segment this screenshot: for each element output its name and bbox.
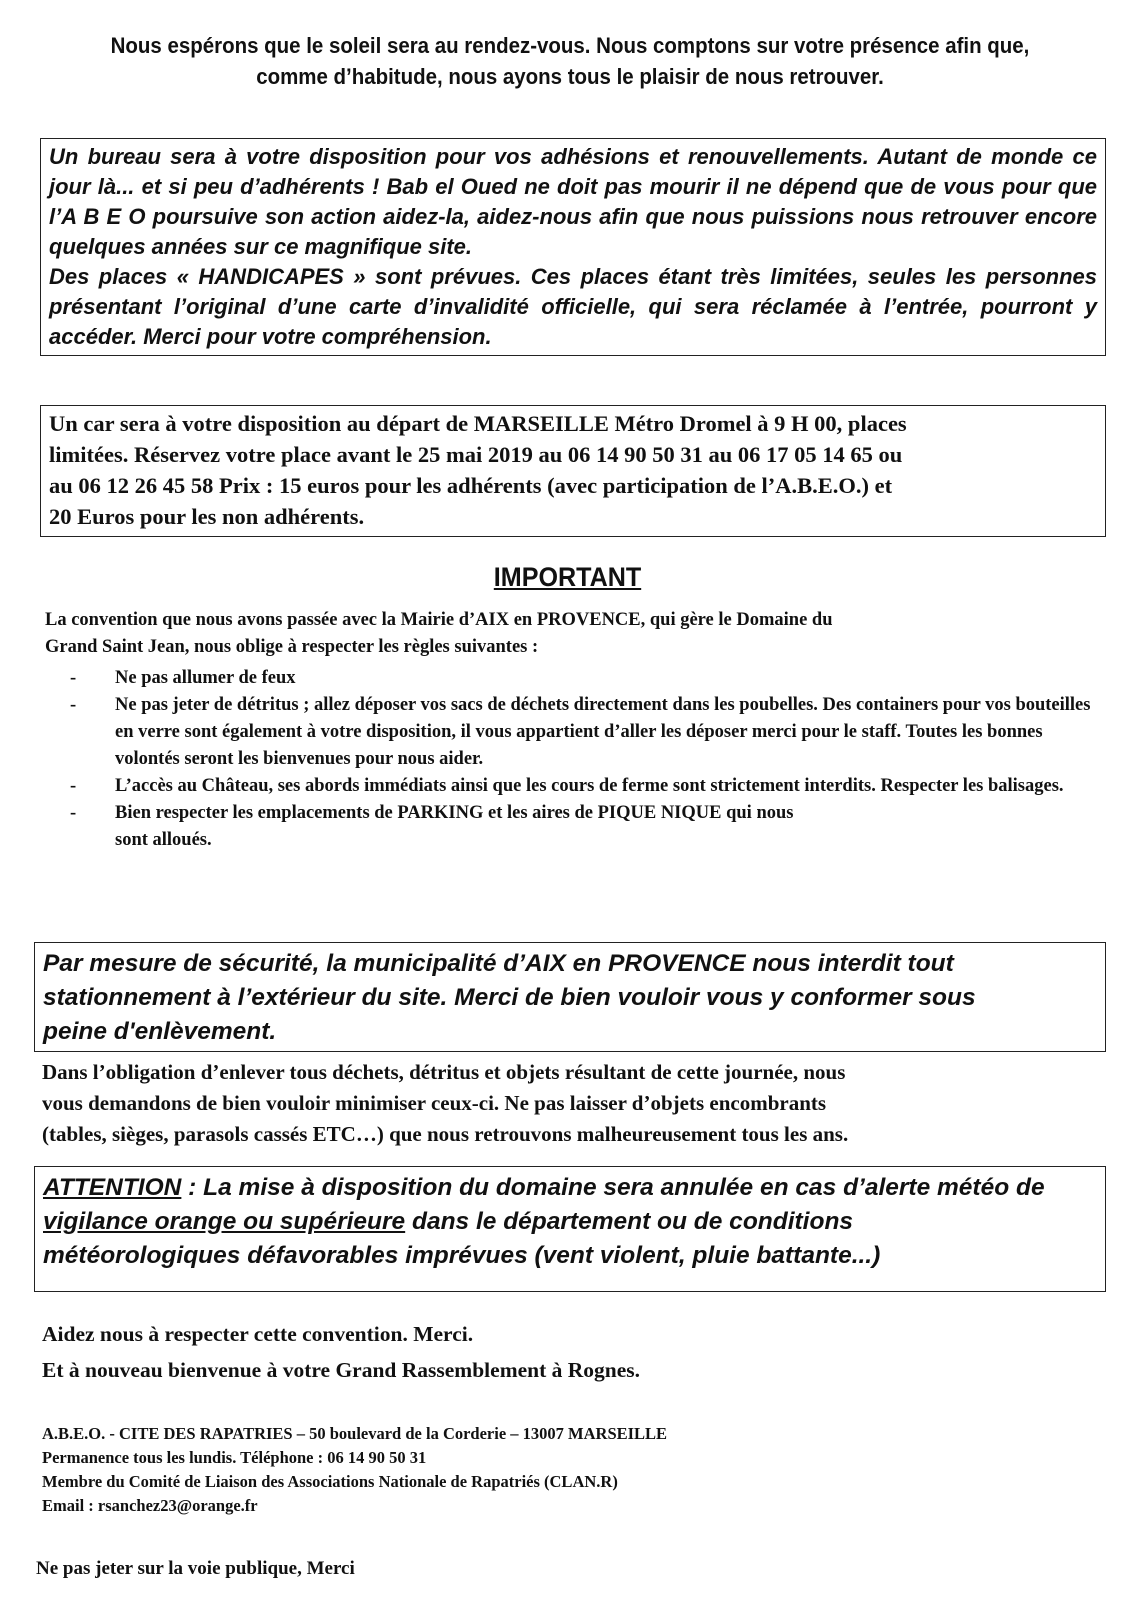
rule-text: Ne pas allumer de feux <box>115 668 296 688</box>
convention-intro-line: La convention que nous avons passée avec la Mairie d’AIX en PROVENCE, qui gère le Domaine du <box>45 610 833 630</box>
contact-permanence: Permanence tous les lundis. Téléphone : 06 14 90 50 31 <box>42 1448 427 1467</box>
attention-text: : La mise à disposition du domaine sera annulée en cas d’alerte météo de <box>181 1174 1045 1201</box>
closing-line: Et à nouveau bienvenue à votre Grand Rassemblement à Rognes. <box>42 1358 641 1382</box>
important-heading: IMPORTANT <box>493 562 642 592</box>
handicap-paragraph: Des places « HANDICAPES » sont prévues. Ces places étant très limitées, seules les personnes présentant l’original d’une carte d’invalidité officielle, qui sera réclamée à l’entrée, pourront y accéder. Merci pour votre compréhension. <box>49 264 1097 349</box>
attention-line: météorologiques défavorables imprévues (vent violent, pluie battante...) <box>43 1242 881 1269</box>
intro-line: comme d’habitude, nous ayons tous le plaisir de nous retrouver. <box>256 64 884 89</box>
vigilance-underlined: vigilance orange ou supérieure <box>43 1208 406 1235</box>
bus-line: au 06 12 26 45 58 Prix : 15 euros pour les adhérents (avec participation de l’A.B.E.O.) et <box>49 473 893 498</box>
disposal-line: vous demandons de bien vouloir minimiser ceux-ci. Ne pas laisser d’objets encombrants <box>42 1091 827 1115</box>
footer-note: Ne pas jeter sur la voie publique, Merci <box>36 1558 355 1579</box>
contact-email: Email : rsanchez23@orange.fr <box>42 1496 258 1515</box>
bus-line: limitées. Réservez votre place avant le 25 mai 2019 au 06 14 90 50 31 au 06 17 05 14 65 ou <box>49 442 903 467</box>
rule-text: Bien respecter les emplacements de PARKING et les aires de PIQUE NIQUE qui nous sont alloués. <box>115 803 794 850</box>
intro-line: Nous espérons que le soleil sera au rendez-vous. Nous comptons sur votre présence afin que, <box>110 33 1030 58</box>
dash-bullet: - <box>70 776 77 796</box>
rule-text: Ne pas jeter de détritus ; allez déposer vos sacs de déchets directement dans les poubelles. Des containers pour vos bouteilles en verre sont également à votre disposition, il vous appartient d’aller les déposer merci pour le staff. Toutes les bonnes volontés seront les bienvenues pour nous aider. <box>115 695 1091 769</box>
rule-item <box>45 800 1105 854</box>
security-notice-box <box>34 942 1106 1052</box>
disposal-line: (tables, sièges, parasols cassés ETC…) que nous retrouvons malheureusement tous les ans. <box>42 1122 849 1146</box>
rule-item <box>45 773 1105 800</box>
contact-block <box>42 1422 1102 1518</box>
disposal-line: Dans l’obligation d’enlever tous déchets, détritus et objets résultant de cette journée, nous <box>42 1060 846 1084</box>
closing-line: Aidez nous à respecter cette convention. Merci. <box>42 1322 474 1346</box>
attention-line <box>43 1171 1097 1205</box>
bus-notice-box <box>40 405 1106 537</box>
bus-line: 20 Euros pour les non adhérents. <box>49 504 365 529</box>
membership-paragraph: Un bureau sera à votre disposition pour vos adhésions et renouvellements. Autant de monde ce jour là... et si peu d’adhérents ! Bab el Oued ne doit pas mourir il ne dépend que de vous pour que l’A B E O poursuive son action aidez-la, aidez-nous afin que nous puissions nous retrouver encore quelques années sur ce magnifique site. <box>49 144 1097 259</box>
contact-member: Membre du Comité de Liaison des Associations Nationale de Rapatriés (CLAN.R) <box>42 1472 618 1491</box>
attention-notice-box <box>34 1166 1106 1292</box>
convention-intro <box>45 607 1105 661</box>
disposal-paragraph <box>42 1057 1106 1150</box>
rule-item <box>45 692 1105 773</box>
dash-bullet: - <box>70 695 77 715</box>
rules-list <box>45 665 1105 854</box>
security-line: peine d'enlèvement. <box>43 1018 277 1045</box>
attention-label: ATTENTION <box>43 1174 182 1201</box>
dash-bullet: - <box>70 668 77 688</box>
rule-text: L’accès au Château, ses abords immédiats ainsi que les cours de ferme sont strictement interdits. Respecter les balisages. <box>115 776 1064 796</box>
rule-item <box>45 665 1105 692</box>
security-line: Par mesure de sécurité, la municipalité d’AIX en PROVENCE nous interdit tout <box>43 950 954 977</box>
intro-paragraph <box>77 30 1063 92</box>
contact-address: A.B.E.O. - CITE DES RAPATRIES – 50 boulevard de la Corderie – 13007 MARSEILLE <box>42 1424 668 1443</box>
membership-notice-box <box>40 138 1106 356</box>
convention-intro-line: Grand Saint Jean, nous oblige à respecter les règles suivantes : <box>45 637 539 657</box>
bus-line: Un car sera à votre disposition au départ de MARSEILLE Métro Dromel à 9 H 00, places <box>49 411 907 436</box>
dash-bullet: - <box>70 803 77 823</box>
security-line: stationnement à l’extérieur du site. Merci de bien vouloir vous y conformer sous <box>43 984 976 1011</box>
closing-paragraph <box>42 1316 1102 1388</box>
attention-line <box>43 1205 1097 1239</box>
attention-text: dans le département ou de conditions <box>405 1208 854 1235</box>
